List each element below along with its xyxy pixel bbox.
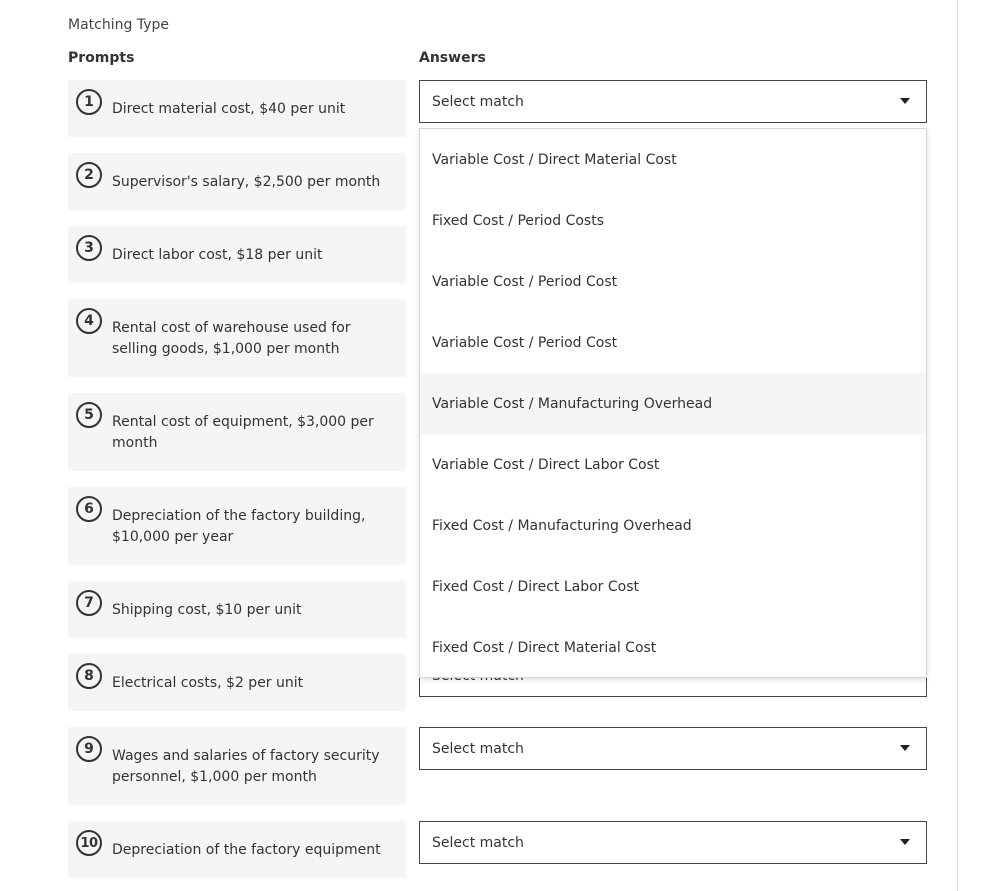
answer-dropdown-list [419,128,927,678]
dropdown-option[interactable]: Fixed Cost / Direct Labor Cost [432,578,639,595]
prompt-number-badge: 10 [76,830,102,856]
dropdown-option[interactable]: Variable Cost / Direct Material Cost [432,151,677,168]
prompt-item-8 [68,654,406,711]
prompt-item-9 [68,727,406,805]
select-value: Select match [432,834,524,851]
prompt-item-7 [68,581,406,638]
prompt-item-3 [68,226,406,283]
dropdown-option[interactable]: Fixed Cost / Direct Material Cost [432,639,657,656]
dropdown-option-hovered[interactable]: Variable Cost / Manufacturing Overhead [420,373,926,434]
prompt-number-badge: 8 [76,663,102,689]
prompt-text: Direct material cost, $40 per unit [112,101,346,117]
prompt-item-1 [68,80,406,137]
prompt-text: Rental cost of equipment, $3,000 per month [112,414,374,451]
prompt-text: Depreciation of the factory equipment [112,842,381,858]
prompt-item-10 [68,821,406,878]
select-value: Select match [432,740,524,757]
prompt-number-badge: 2 [76,162,102,188]
prompt-item-2 [68,153,406,210]
prompt-item-4 [68,299,406,377]
select-value: Select match [432,93,524,110]
dropdown-option[interactable]: Variable Cost / Direct Labor Cost [432,456,660,473]
prompt-number-badge: 6 [76,496,102,522]
prompt-item-6 [68,487,406,565]
prompt-text: Shipping cost, $10 per unit [112,602,302,618]
prompt-text: Wages and salaries of factory security personnel, $1,000 per month [112,748,380,785]
prompt-number-badge: 7 [76,590,102,616]
prompt-number-badge: 9 [76,736,102,762]
right-divider [957,0,958,891]
dropdown-option[interactable]: Variable Cost / Period Cost [432,273,618,290]
prompt-text: Direct labor cost, $18 per unit [112,247,323,263]
prompt-number-badge: 5 [76,402,102,428]
prompt-text: Rental cost of warehouse used for selling goods, $1,000 per month [112,320,351,357]
caret-down-icon [900,98,910,104]
prompt-text: Supervisor's salary, $2,500 per month [112,174,381,190]
dropdown-option[interactable]: Fixed Cost / Period Costs [432,212,604,229]
prompt-number-badge: 3 [76,235,102,261]
dropdown-option[interactable]: Variable Cost / Period Cost [432,334,618,351]
answer-select-10[interactable] [419,821,927,864]
dropdown-option[interactable]: Fixed Cost / Manufacturing Overhead [432,517,692,534]
caret-down-icon [900,745,910,751]
prompt-text: Electrical costs, $2 per unit [112,675,304,691]
prompt-text: Depreciation of the factory building, $10,000 per year [112,508,366,545]
prompt-item-5 [68,393,406,471]
answers-heading: Answers [419,50,486,66]
prompt-number-badge: 1 [76,89,102,115]
caret-down-icon [900,839,910,845]
section-title: Matching Type [68,17,169,33]
answer-select-1[interactable] [419,80,927,123]
answer-select-9[interactable] [419,727,927,770]
prompts-heading: Prompts [68,50,135,66]
prompt-number-badge: 4 [76,308,102,334]
